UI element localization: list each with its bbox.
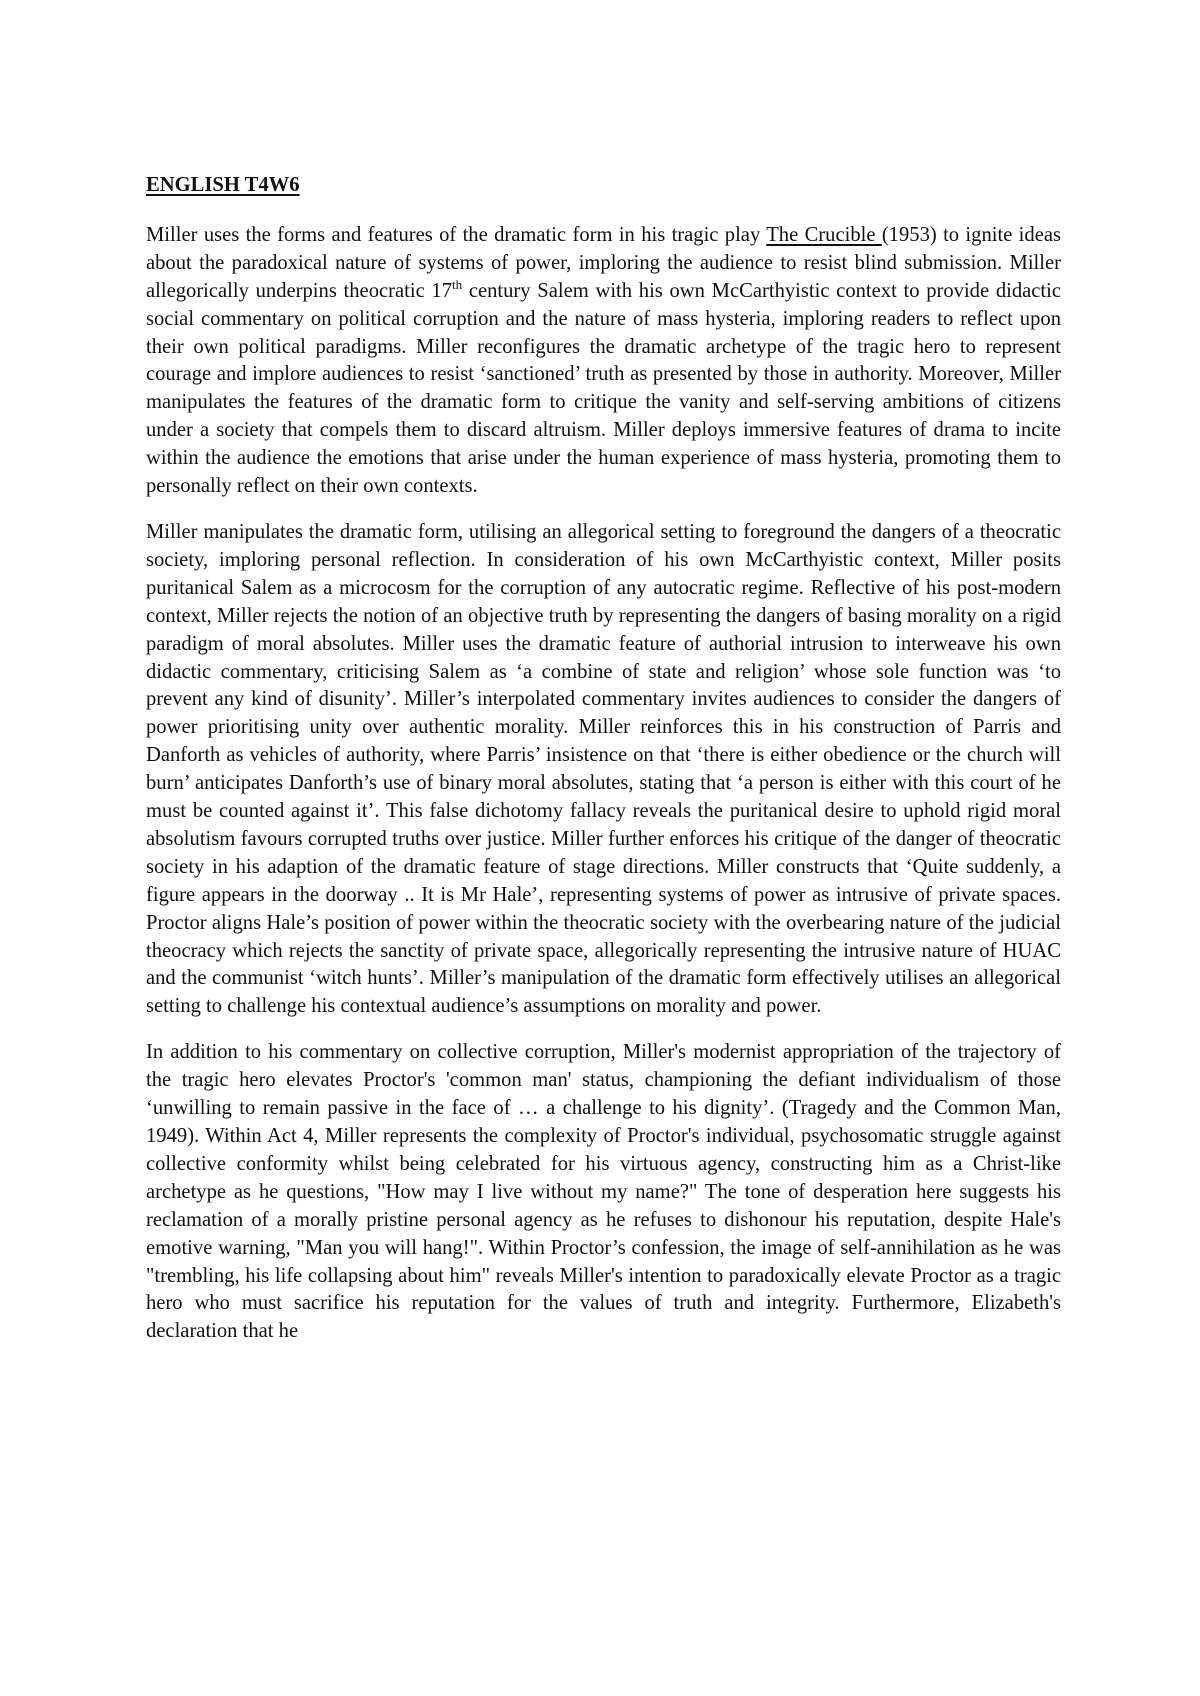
paragraph-body-1: Miller manipulates the dramatic form, utilising an allegorical setting to foreground the dangers of a theocratic society, imploring personal reflection. In consideration of his own McCarthyistic context, Miller posits puritanical Salem as a microcosm for the corruption of any autocratic regime. Reflective of his post-modern context, Miller rejects the notion of an objective truth by representing the dangers of basing morality on a rigid paradigm of moral absolutes. Miller uses the dramatic feature of authorial intrusion to interweave his own didactic commentary, criticising Salem as ‘a combine of state and religion’ whose sole function was ‘to prevent any kind of disunity’. Miller’s interpolated commentary invites audiences to consider the dangers of power prioritising unity over authentic morality. Miller reinforces this in his construction of Parris and Danforth as vehicles of authority, where Parris’ insistence on that ‘there is either obedience or the church will burn’ anticipates Danforth’s use of binary moral absolutes, stating that ‘a person is either with this court of he must be counted against it’. This false dichotomy fallacy reveals the puritanical desire to uphold rigid moral absolutism favours corrupted truths over justice. Miller further enforces his critique of the danger of theocratic society in his adaption of the dramatic feature of stage directions. Miller constructs that ‘Quite suddenly, a figure appears in the doorway .. It is Mr Hale’, representing systems of power as intrusive of private spaces. Proctor aligns Hale’s position of power within the theocratic society with the overbearing nature of the judicial theocracy which rejects the sanctity of private space, allegorically representing the intrusive nature of HUAC and the communist ‘witch hunts’. Miller’s manipulation of the dramatic form effectively utilises an allegorical setting to challenge his contextual audience’s assumptions on morality and power. [146, 520, 1061, 1018]
paragraph-text: Miller uses the forms and features of the dramatic form in his tragic play [146, 223, 767, 246]
play-title: The Crucible [766, 223, 882, 246]
paragraph-body-2: In addition to his commentary on collective corruption, Miller's modernist appropriation of the trajectory of the tragic hero elevates Proctor's 'common man' status, championing the defiant individualism of those ‘unwilling to remain passive in the face of … a challenge to his dignity’. (Tragedy and the Common Man, 1949). Within Act 4, Miller represents the complexity of Proctor's individual, psychosomatic struggle against collective conformity whilst being celebrated for his virtuous agency, constructing him as a Christ-like archetype as he questions, "How may I live without my name?" The tone of desperation here suggests his reclamation of a morally pristine personal agency as he refuses to dishonour his reputation, despite Hale's emotive warning, "Man you will hang!". Within Proctor’s confession, the image of self-annihilation as he was "trembling, his life collapsing about him" reveals Miller's intention to paradoxically elevate Proctor as a tragic hero who must sacrifice his reputation for the values of truth and integrity. Furthermore, Elizabeth's declaration that he [146, 1041, 1061, 1343]
document-page [146, 172, 1061, 1364]
document-title: ENGLISH T4W6 [146, 174, 300, 196]
superscript: th [452, 276, 463, 292]
paragraph-introduction [146, 222, 1061, 501]
paragraph-text: (1953) to ignite ideas about the paradoxical nature of systems of power, imploring the audience to resist blind submission. Miller allegorically underpins theocratic 17 [146, 223, 1061, 302]
paragraph-text: century Salem with his own McCarthyistic context to provide didactic social commentary on political corruption and the nature of mass hysteria, imploring readers to reflect upon their own political paradigms. Miller reconfigures the dramatic archetype of the tragic hero to represent courage and implore audiences to resist ‘sanctioned’ truth as presented by those in authority. Moreover, Miller manipulates the features of the dramatic form to critique the vanity and self-serving ambitions of citizens under a society that compels them to discard altruism. Miller deploys immersive features of drama to incite within the audience the emotions that arise under the human experience of mass hysteria, promoting them to personally reflect on their own contexts. [146, 279, 1061, 498]
